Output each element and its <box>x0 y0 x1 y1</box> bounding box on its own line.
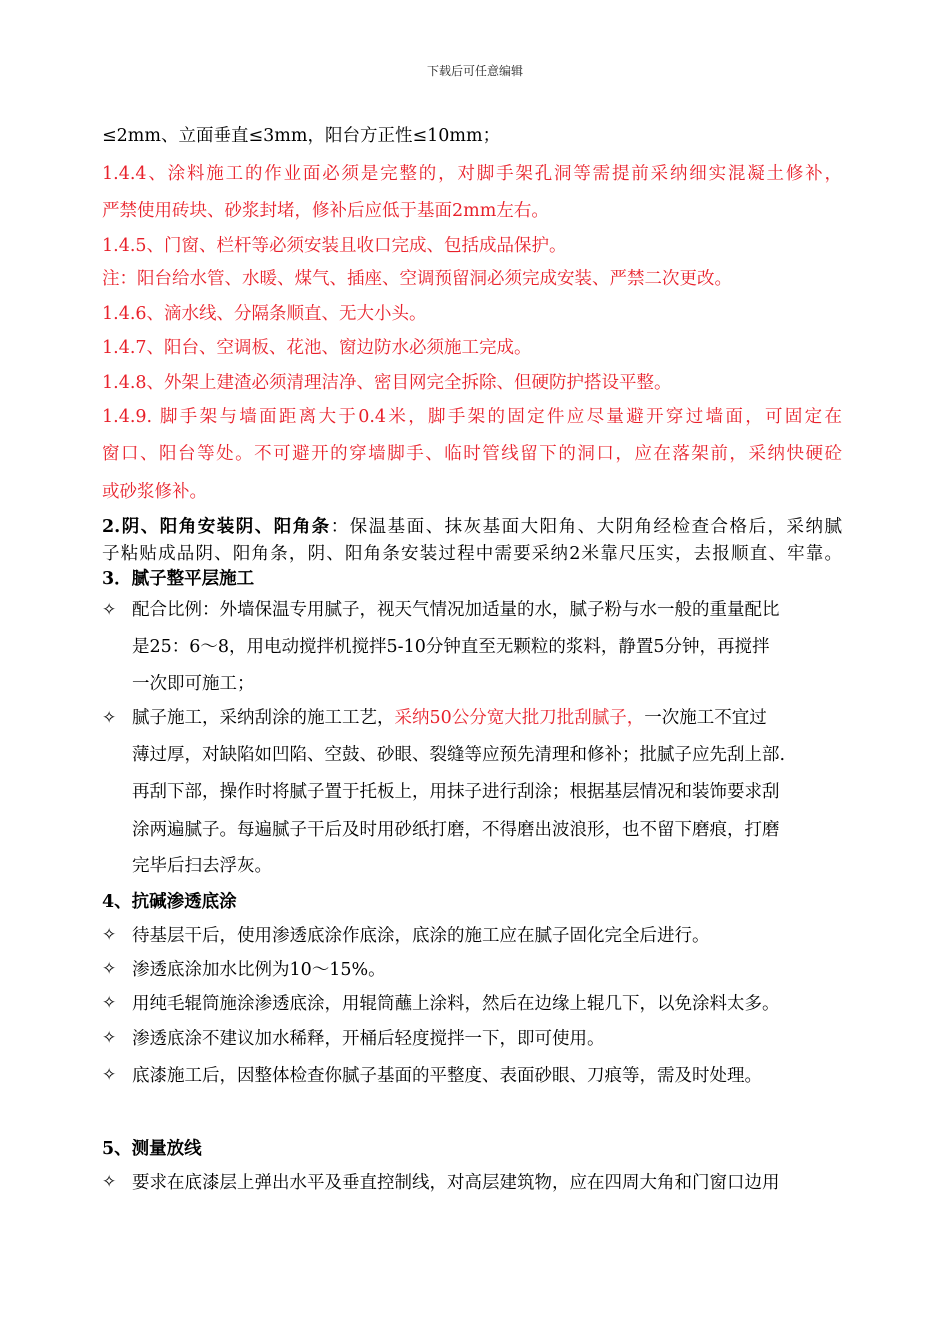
bullet-text: 完毕后扫去浮灰。 <box>132 856 272 876</box>
bullet-icon: ✧ <box>102 925 117 945</box>
bullet-text: 待基层干后，使用渗透底涂作底涂，底涂的施工应在腻子固化完全后进行。 <box>132 926 710 946</box>
bullet-icon: ✧ <box>102 1172 117 1192</box>
section-2-text: ：保温基面、抹灰基面大阳角、大阴角经检查合格后，采纳腻 <box>330 517 842 537</box>
text-line: 或砂浆修补。 <box>102 482 207 502</box>
text-line: 1.4.6、滴水线、分隔条顺直、无大小头。 <box>102 304 427 324</box>
section-2-line <box>102 515 842 539</box>
section-4-title: 4、抗碱渗透底涂 <box>102 892 237 912</box>
bullet-text: 底漆施工后，因整体检查你腻子基面的平整度、表面砂眼、刀痕等，需及时处理。 <box>132 1066 762 1086</box>
text-line: 1.4.9. 脚手架与墙面距离大于0.4米，脚手架的固定件应尽量避开穿过墙面，可固定在 <box>102 407 842 427</box>
bullet-text: 再刮下部，操作时将腻子置于托板上，用抹子进行刮涂；根据基层情况和装饰要求刮 <box>132 782 780 802</box>
bullet-text: 配合比例：外墙保温专用腻子，视天气情况加适量的水，腻子粉与水一般的重量配比 <box>132 600 780 620</box>
text-line: 1.4.4、涂料施工的作业面必须是完整的，对脚手架孔洞等需提前采纳细实混凝土修补， <box>102 164 842 184</box>
bullet-text: 要求在底漆层上弹出水平及垂直控制线，对高层建筑物，应在四周大角和门窗口边用 <box>132 1173 780 1193</box>
section-2-line: 子粘贴成品阴、阳角条，阴、阳角条安装过程中需要采纳2米靠尺压实，去报顺直、牢靠。 <box>102 544 842 564</box>
bullet-text: 渗透底涂不建议加水稀释，开桶后轻度搅拌一下，即可使用。 <box>132 1029 605 1049</box>
bullet-icon: ✧ <box>102 1028 117 1048</box>
text-line: 严禁使用砖块、砂浆封堵，修补后应低于基面2mm左右。 <box>102 201 549 221</box>
section-5-title: 5、测量放线 <box>102 1139 202 1159</box>
bullet-text: 涂两遍腻子。每遍腻子干后及时用砂纸打磨，不得磨出波浪形，也不留下磨痕，打磨 <box>132 820 780 840</box>
text-line: 1.4.8、外架上建渣必须清理洁净、密目网完全拆除、但硬防护搭设平整。 <box>102 373 672 393</box>
text-line: ≤2mm、立面垂直≤3mm，阳台方正性≤10mm； <box>102 126 501 146</box>
page-header: 下载后可任意编辑 <box>426 64 523 78</box>
text-line: 1.4.5、门窗、栏杆等必须安装且收口完成、包括成品保护。 <box>102 236 567 256</box>
note-line: 注：阳台给水管、水暖、煤气、插座、空调预留洞必须完成安装、严禁二次更改。 <box>102 269 732 289</box>
bullet-icon: ✧ <box>102 993 117 1013</box>
bullet-text: 是25：6～8，用电动搅拌机搅拌5-10分钟直至无颗粒的浆料，静置5分钟，再搅拌 <box>132 637 770 657</box>
bullet-icon: ✧ <box>102 708 117 728</box>
bullet-text: 一次即可施工； <box>132 674 255 694</box>
bullet-text: 薄过厚，对缺陷如凹陷、空鼓、砂眼、裂缝等应预先清理和修补；批腻子应先刮上部. <box>132 745 786 765</box>
section-3-title: 3．腻子整平层施工 <box>102 569 255 589</box>
highlight-text: 采纳50公分宽大批刀批刮腻子， <box>394 708 645 728</box>
bullet-icon: ✧ <box>102 1065 117 1085</box>
bullet-text: 腻子施工，采纳刮涂的施工工艺，采纳50公分宽大批刀批刮腻子，一次施工不宜过 <box>132 708 767 728</box>
text-line: 窗口、阳台等处。不可避开的穿墙脚手、临时管线留下的洞口，应在落架前，采纳快硬砼 <box>102 444 842 464</box>
text-line: 1.4.7、阳台、空调板、花池、窗边防水必须施工完成。 <box>102 338 532 358</box>
section-2-title: 2.阴、阳角安装阴、阳角条 <box>102 517 331 537</box>
bullet-text: 用纯毛辊筒施涂渗透底涂，用辊筒蘸上涂料，然后在边缘上辊几下，以免涂料太多。 <box>132 994 780 1014</box>
bullet-icon: ✧ <box>102 600 117 620</box>
bullet-icon: ✧ <box>102 959 117 979</box>
bullet-text: 渗透底涂加水比例为10～15%。 <box>132 960 386 980</box>
